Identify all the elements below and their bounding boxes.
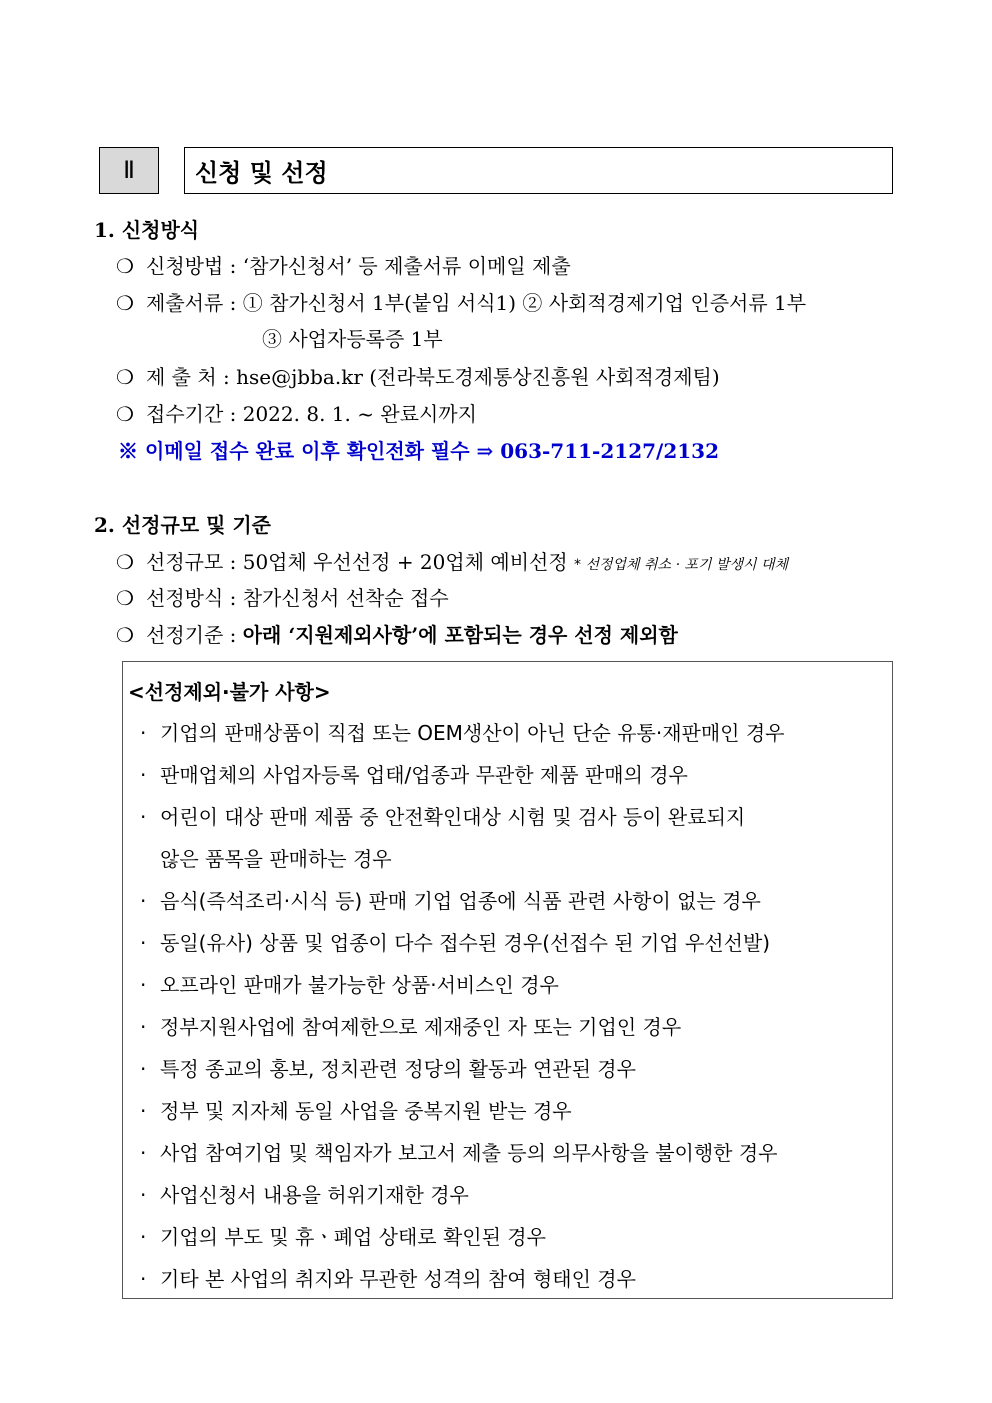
- exclusion-item: · 기업의 판매상품이 직접 또는 OEM생산이 아닌 단순 유통·재판매인 경우: [140, 721, 785, 745]
- section-title: 신청 및 선정: [184, 147, 893, 194]
- exclusion-item: · 동일(유사) 상품 및 업종이 다수 접수된 경우(선접수 된 기업 우선선발): [140, 931, 771, 955]
- exclusion-item: · 정부 및 지자체 동일 사업을 중복지원 받는 경우: [140, 1099, 572, 1123]
- method-line: ❍ 신청방법 : ‘참가신청서’ 등 제출서류 이메일 제출: [116, 254, 571, 278]
- section-number: Ⅱ: [99, 147, 159, 194]
- part2-heading: 2. 선정규모 및 기준: [94, 513, 272, 537]
- scale-line: ❍ 선정규모 : 50업체 우선선정 + 20업체 예비선정 * 선정업체 취소 · 포기 발생시 대체: [116, 550, 788, 574]
- exclusion-item: · 기업의 부도 및 휴ㆍ폐업 상태로 확인된 경우: [140, 1225, 546, 1249]
- scale-note: * 선정업체 취소 · 포기 발생시 대체: [574, 557, 788, 573]
- part1-heading: 1. 신청방식: [94, 218, 200, 242]
- exclusion-item: · 사업신청서 내용을 허위기재한 경우: [140, 1183, 469, 1207]
- period-line: ❍ 접수기간 : 2022. 8. 1. ~ 완료시까지: [116, 402, 477, 426]
- exclusions-title: <선정제외·불가 사항>: [128, 680, 331, 704]
- criteria-line: ❍ 선정기준 : 아래 ‘지원제외사항’에 포함되는 경우 선정 제외함: [116, 623, 678, 647]
- exclusion-item: · 기타 본 사업의 취지와 무관한 성격의 참여 형태인 경우: [140, 1267, 636, 1291]
- email-line: ❍ 제 출 처 : hse@jbba.kr (전라북도경제통상진흥원 사회적경제팀): [116, 365, 720, 389]
- docs-line-cont: ③ 사업자등록증 1부: [262, 327, 443, 351]
- exclusion-item: · 음식(즉석조리·시식 등) 판매 기업 업종에 식품 관련 사항이 없는 경우: [140, 889, 761, 913]
- exclusion-item: · 판매업체의 사업자등록 업태/업종과 무관한 제품 판매의 경우: [140, 763, 688, 787]
- exclusion-item: · 특정 종교의 홍보, 정치관련 정당의 활동과 연관된 경우: [140, 1057, 636, 1081]
- docs-line: ❍ 제출서류 : ① 참가신청서 1부(붙임 서식1) ② 사회적경제기업 인증서류 1부: [116, 291, 807, 315]
- exclusion-item: · 어린이 대상 판매 제품 중 안전확인대상 시험 및 검사 등이 완료되지: [140, 805, 746, 829]
- exclusion-item-cont: 않은 품목을 판매하는 경우: [160, 847, 392, 871]
- exclusion-item: · 사업 참여기업 및 책임자가 보고서 제출 등의 의무사항을 불이행한 경우: [140, 1141, 778, 1165]
- exclusion-item: · 정부지원사업에 참여제한으로 제재중인 자 또는 기업인 경우: [140, 1015, 682, 1039]
- selection-method-line: ❍ 선정방식 : 참가신청서 선착순 접수: [116, 586, 449, 610]
- notice-line: ※ 이메일 접수 완료 이후 확인전화 필수 ⇒ 063-711-2127/2132: [118, 439, 719, 463]
- exclusion-item: · 오프라인 판매가 불가능한 상품·서비스인 경우: [140, 973, 559, 997]
